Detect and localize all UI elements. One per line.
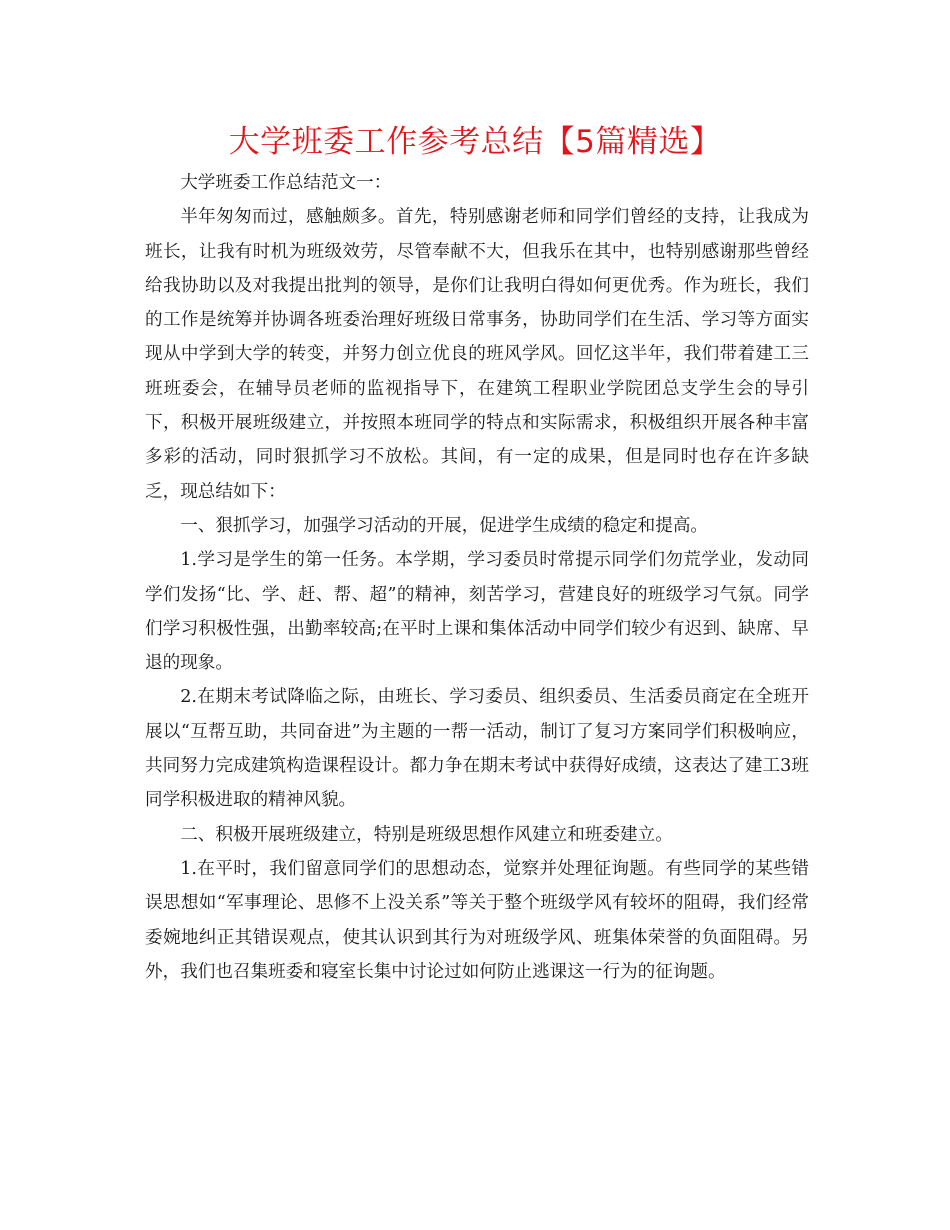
paragraph-section-heading: 大学班委工作总结范文一： xyxy=(180,173,392,193)
paragraph-part-one-heading: 一、狠抓学习，加强学习活动的开展，促进学生成绩的稳定和提高。 xyxy=(180,515,709,536)
document-title: 大学班委工作参考总结【5篇精选】 xyxy=(228,124,722,160)
paragraph-intro: 半年匆匆而过，感触颇多。首先，特别感谢老师和同学们曾经的支持，让我成为班长，让我有时机为班级效劳，尽管奉献不大，但我乐在其中，也特别感谢那些曾经给我协助以及对我提出批判的领导，是你们让我明白得如何更优秀。作为班长，我们的工作是统筹并协调各班委治理好班级日常事务，协助同学们在生活、学习等方面实现从中学到大学的转变，并努力创立优良的班风学风。回忆这半年，我们带着建工三班班委会，在辅导员老师的监视指导下，在建筑工程职业学院团总支学生会的导引下，积极开展班级建立，并按照本班同学的特点和实际需求，积极组织开展各种丰富多彩的活动，同时狠抓学习不放松。其间，有一定的成果，但是同时也存在许多缺乏，现总结如下： xyxy=(145,207,809,502)
paragraph-item-2-1: 1.在平时，我们留意同学们的思想动态，觉察并处理征询题。有些同学的某些错误思想如“军事理论、思修不上没关系”等关于整个班级学风有较坏的阻碍，我们经常委婉地纠正其错误观点，使其认识到其行为对班级学风、班集体荣誉的负面阻碍。另外，我们也召集班委和寝室长集中讨论过如何防止逃课这一行为的征询题。 xyxy=(145,858,809,982)
paragraph-part-two-heading: 二、积极开展班级建立，特别是班级思想作风建立和班委建立。 xyxy=(180,824,673,845)
document-body xyxy=(145,166,809,989)
paragraph-item-1-1: 1.学习是学生的第一任务。本学期，学习委员时常提示同学们勿荒学业，发动同学们发扬“比、学、赶、帮、超”的精神，刻苦学习，营建良好的班级学习气氛。同学们学习积极性强，出勤率较高;在平时上课和集体活动中同学们较少有迟到、缺席、早退的现象。 xyxy=(145,550,809,674)
paragraph-item-1-2: 2.在期末考试降临之际，由班长、学习委员、组织委员、生活委员商定在全班开展以“互帮互助，共同奋进”为主题的一帮一活动，制订了复习方案同学们积极响应，共同努力完成建筑构造课程设计。都力争在期末考试中获得好成绩，这表达了建工3班同学积极进取的精神风貌。 xyxy=(145,687,809,811)
